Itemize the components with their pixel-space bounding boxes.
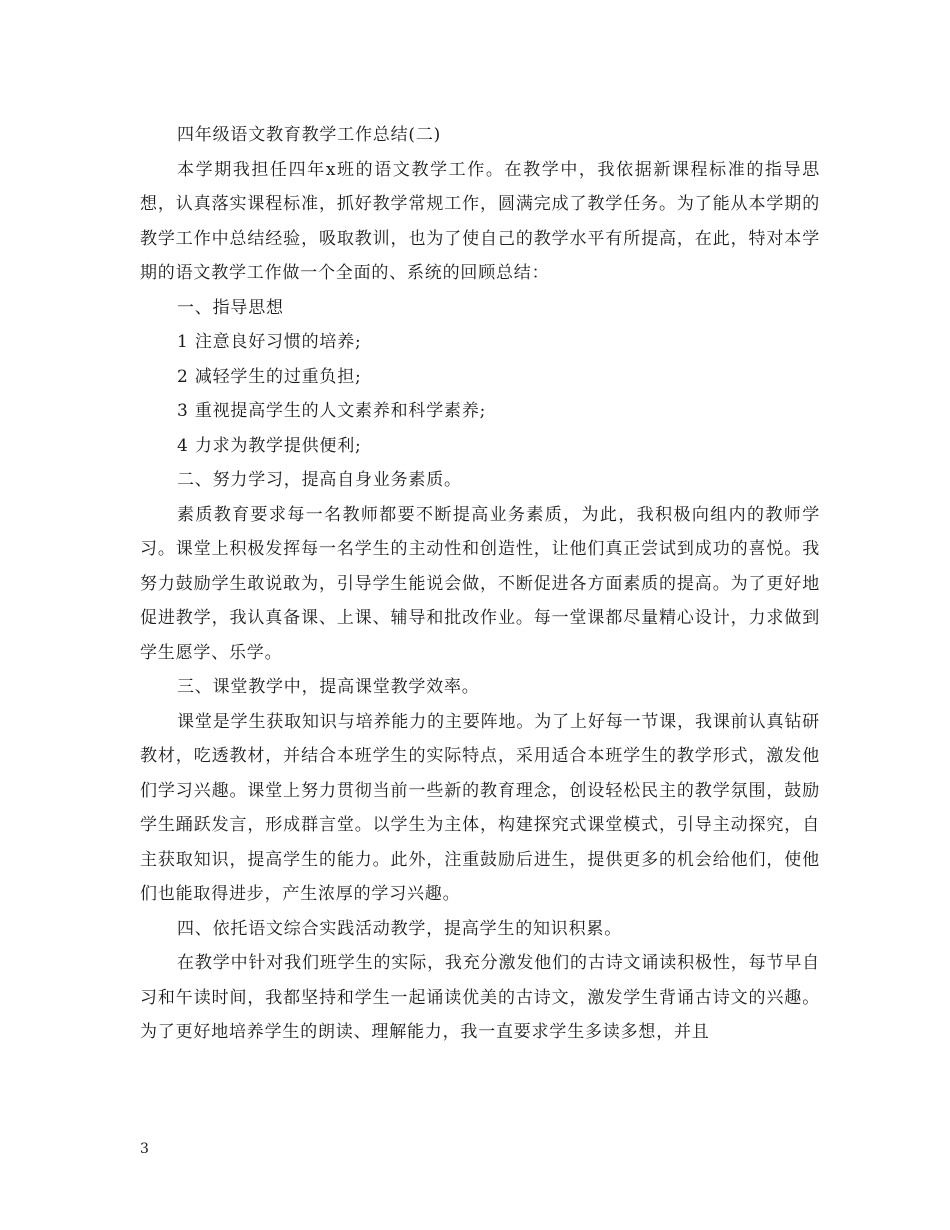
section-paragraph-practice-activities: 在教学中针对我们班学生的实际，我充分激发他们的古诗文诵读积极性，每节早自习和午读时间，我都坚持和学生一起诵读优美的古诗文，激发学生背诵古诗文的兴趣。为了更好地培养学生的朗读、理解能力，我一直要求学生多读多想，并且 [140, 953, 820, 1042]
section-heading-practice-activities: 四、依托语文综合实践活动教学，提高学生的知识积累。 [177, 918, 622, 939]
section-heading-self-study: 二、努力学习，提高自身业务素质。 [177, 470, 462, 490]
list-item: 3 重视提高学生的人文素养和科学素养; [177, 401, 487, 421]
document-title: 四年级语文教育教学工作总结(二) [177, 125, 442, 145]
section-heading-guiding-ideas: 一、指导思想 [177, 297, 284, 318]
section-heading-classroom-efficiency: 三、课堂教学中，提高课堂教学效率。 [177, 677, 480, 697]
list-item: 4 力求为教学提供便利; [177, 435, 362, 456]
list-item: 1 注意良好习惯的培养; [177, 332, 362, 352]
section-paragraph-classroom-efficiency: 课堂是学生获取知识与培养能力的主要阵地。为了上好每一节课，我课前认真钻研教材，吃透教材，并结合本班学生的实际特点，采用适合本班学生的教学形式，激发他们学习兴趣。课堂上努力贯彻当前一些新的教育理念，创设轻松民主的教学氛围，鼓励学生踊跃发言，形成群言堂。以学生为主体，构建探究式课堂模式，引导主动探究，自主获取知识，提高学生的能力。此外，注重鼓励后进生，提供更多的机会给他们，使他们也能取得进步，产生浓厚的学习兴趣。 [140, 711, 820, 904]
section-paragraph-self-study: 素质教育要求每一名教师都要不断提高业务素质，为此，我积极向组内的教师学习。课堂上积极发挥每一名学生的主动性和创造性，让他们真正尝试到成功的喜悦。我努力鼓励学生敢说敢为，引导学生能说会做，不断促进各方面素质的提高。为了更好地促进教学，我认真备课、上课、辅导和批改作业。每一堂课都尽量精心设计，力求做到学生愿学、乐学。 [140, 504, 820, 663]
intro-paragraph: 本学期我担任四年x班的语文教学工作。在教学中，我依据新课程标准的指导思想，认真落实课程标准，抓好教学常规工作，圆满完成了教学任务。为了能从本学期的教学工作中总结经验，吸取教训，也为了使自己的教学水平有所提高，在此，特对本学期的语文教学工作做一个全面的、系统的回顾总结： [140, 159, 820, 283]
document-body [140, 118, 820, 1050]
page-number: 3 [140, 1141, 149, 1157]
list-item: 2 减轻学生的过重负担; [177, 366, 362, 387]
